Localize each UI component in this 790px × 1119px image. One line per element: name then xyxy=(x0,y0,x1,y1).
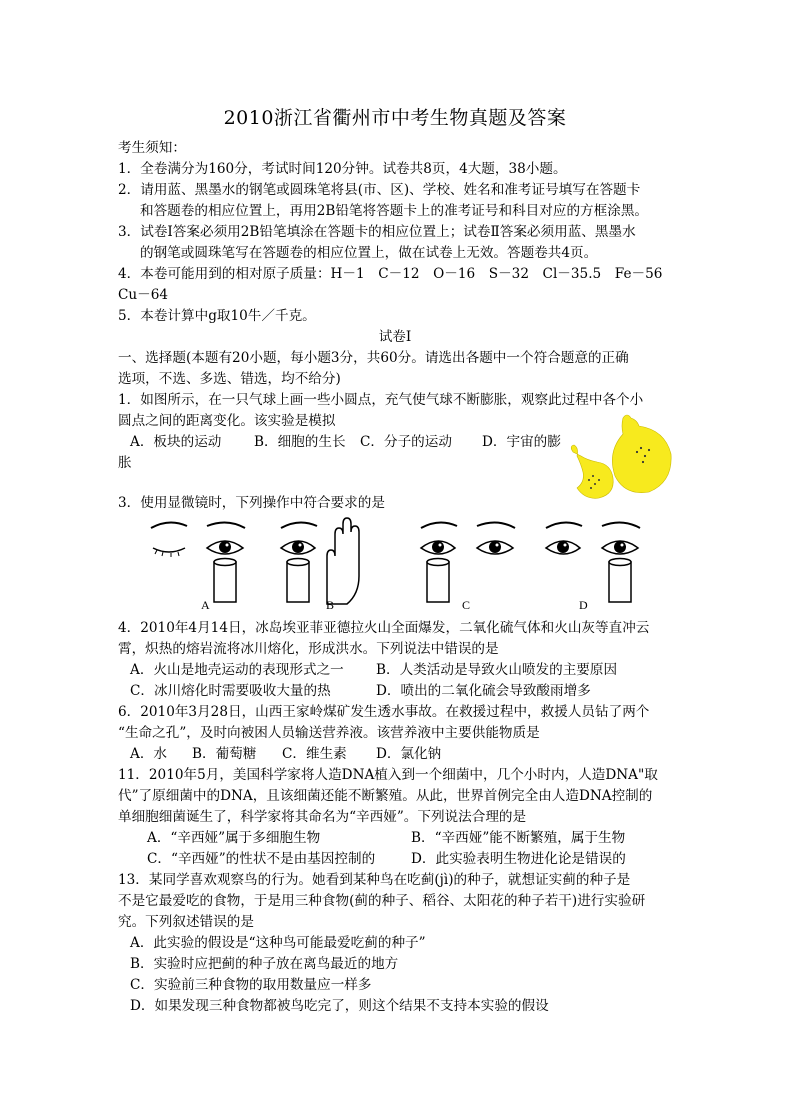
section-intro: 选项，不选、多选、错选，均不给分) xyxy=(118,371,341,387)
figure-d xyxy=(546,522,640,602)
page-title: 2010浙江省衢州市中考生物真题及答案 xyxy=(223,107,567,129)
q6-options-row xyxy=(130,744,441,764)
q11-stem: 11．2010年5月，美国科学家将人造DNA植入到一个细菌中，几个小时内，人造DNA"取 xyxy=(118,767,658,783)
q11-options-row xyxy=(147,828,625,848)
q6-stem: 6．2010年3月28日，山西王家岭煤矿发生透水事故。在救援过程中，救援人员钻了两个 xyxy=(118,704,650,720)
q4-option-b: B．人类活动是导致火山喷发的主要原因 xyxy=(376,662,618,678)
figure-b xyxy=(281,518,359,604)
q6-stem: “生命之孔”，及时向被困人员输送营养液。该营养液中主要供能物质是 xyxy=(118,725,540,741)
notice-item: 的钢笔或圆珠笔写在答题卷的相应位置上，做在试卷上无效。答题卷共4页。 xyxy=(140,245,598,261)
q11-option-b: B．“辛西娅”能不断繁殖，属于生物 xyxy=(411,830,626,846)
q11-stem: 代”了原细菌中的DNA，且该细菌还能不断繁殖。从此，世界首例完全由人造DNA控制的 xyxy=(118,788,653,804)
balloon-illustration xyxy=(565,412,675,507)
notice-item: Cu－64 xyxy=(118,287,169,303)
q1-option-c: C．分子的运动 xyxy=(360,434,452,450)
q13-option-d: D．如果发现三种食物都被鸟吃完了，则这个结果不支持本实验的假设 xyxy=(130,998,549,1014)
q13-option-a: A．此实验的假设是“这种鸟可能最爱吃蓟的种子” xyxy=(130,935,426,951)
small-balloon xyxy=(571,445,613,498)
q4-option-d: D．喷出的二氧化硫会导致酸雨增多 xyxy=(376,683,591,699)
q1-option-d-cont: 胀 xyxy=(118,455,132,471)
q4-options-row xyxy=(130,681,591,701)
q13-stem: 13．某同学喜欢观察鸟的行为。她看到某种鸟在吃蓟(jì)的种子，就想证实蓟的种子是 xyxy=(118,872,631,888)
q4-option-a: A．火山是地壳运动的表现形式之一 xyxy=(130,662,344,678)
q3-stem: 3．使用显微镜时，下列操作中符合要求的是 xyxy=(118,495,385,511)
q13-stem: 究。下列叙述错误的是 xyxy=(118,914,254,930)
notice-item: 5．本卷计算中g取10牛／千克。 xyxy=(118,308,316,324)
figure-a xyxy=(151,522,245,602)
notice-heading: 考生须知： xyxy=(118,140,186,156)
q6-option-d: D．氯化钠 xyxy=(376,746,442,762)
q4-stem: 4．2010年4月14日，冰岛埃亚菲亚德拉火山全面爆发，二氧化硫气体和火山灰等直冲云 xyxy=(118,620,650,636)
notice-item: 3．试卷Ⅰ答案必须用2B铅笔填涂在答题卡的相应位置上；试卷Ⅱ答案必须用蓝、黑墨水 xyxy=(118,224,636,240)
q4-options-row xyxy=(130,660,617,680)
q4-option-c: C．冰川熔化时需要吸收大量的热 xyxy=(130,683,331,699)
q11-stem: 单细胞细菌诞生了，科学家将其命名为“辛西娅”。下列说法合理的是 xyxy=(118,809,527,825)
notice-item: 4．本卷可能用到的相对原子质量：H－1 C－12 O－16 S－32 Cl－35.5 Fe－56 xyxy=(118,266,663,282)
q1-options xyxy=(130,432,561,452)
q4-stem: 霄，炽热的熔岩流将冰川熔化，形成洪水。下列说法中错误的是 xyxy=(118,641,499,657)
q13-option-c: C．实验前三种食物的取用数量应一样多 xyxy=(130,977,372,993)
q6-option-c: C．维生素 xyxy=(282,746,347,762)
figure-label-a: A xyxy=(201,598,210,612)
large-balloon xyxy=(612,415,671,493)
q1-option-d: D．宇宙的膨 xyxy=(482,434,561,450)
figure-label-d: D xyxy=(579,598,588,612)
figure-label-c: C xyxy=(462,598,471,612)
q6-option-b: B．葡萄糖 xyxy=(192,746,257,762)
q13-stem: 不是它最爱吃的食物，于是用三种食物(蓟的种子、稻谷、太阳花的种子若干)进行实验研 xyxy=(118,893,646,909)
q11-options-row xyxy=(147,849,626,869)
q1-stem: 圆点之间的距离变化。该实验是模拟 xyxy=(118,413,336,429)
q11-option-a: A．“辛西娅”属于多细胞生物 xyxy=(147,830,321,846)
q1-option-a: A．板块的运动 xyxy=(130,434,222,450)
section-title: 试卷Ⅰ xyxy=(378,329,412,345)
q13-option-b: B．实验时应把蓟的种子放在离鸟最近的地方 xyxy=(130,956,399,972)
q1-option-b: B．细胞的生长 xyxy=(254,434,346,450)
figure-c xyxy=(421,522,515,602)
notice-item: 1．全卷满分为160分，考试时间120分钟。试卷共8页，4大题，38小题。 xyxy=(118,161,567,177)
notice-item: 2．请用蓝、黑墨水的钢笔或圆珠笔将县(市、区)、学校、姓名和准考证号填写在答题卡 xyxy=(118,182,641,198)
q6-option-a: A．水 xyxy=(130,746,168,762)
q11-option-d: D．此实验表明生物进化论是错误的 xyxy=(411,851,626,867)
section-intro: 一、选择题(本题有20小题，每小题3分，共60分。请选出各题中一个符合题意的正确 xyxy=(118,350,629,366)
figure-label-b: B xyxy=(326,598,335,612)
q1-stem: 1．如图所示，在一只气球上画一些小圆点，充气使气球不断膨胀，观察此过程中各个小 xyxy=(118,392,644,408)
notice-item: 和答题卷的相应位置上，再用2B铅笔将答题卡上的准考证号和科目对应的方框涂黑。 xyxy=(140,203,649,219)
q11-option-c: C．“辛西娅”的性状不是由基因控制的 xyxy=(147,851,376,867)
